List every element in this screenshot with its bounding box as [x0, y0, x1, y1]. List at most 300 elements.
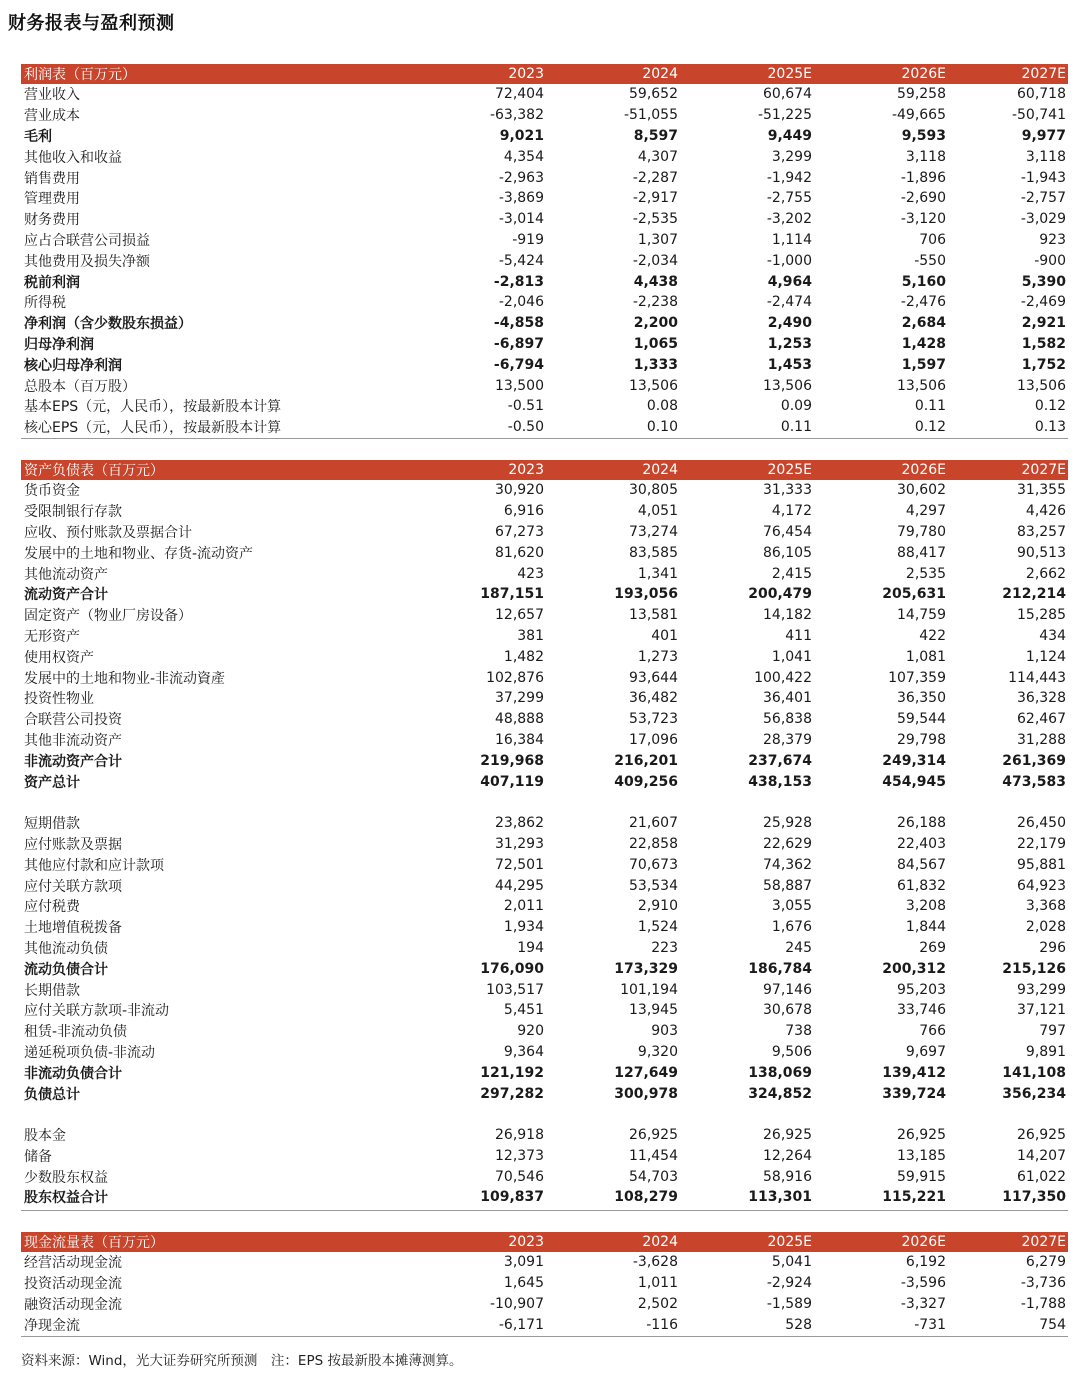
row-value: 22,403: [897, 835, 946, 852]
row-value: 25,928: [763, 815, 812, 832]
row-value: -2,287: [632, 169, 678, 186]
year-header: 2024: [642, 1234, 678, 1250]
table-row: [21, 1252, 1068, 1273]
row-value: 26,925: [763, 1127, 812, 1144]
row-value: 62,467: [1017, 711, 1066, 728]
row-value: 2,910: [637, 898, 678, 915]
row-value: 72,404: [495, 86, 544, 103]
row-value: 2,535: [905, 565, 946, 582]
row-value: 12,373: [495, 1147, 544, 1164]
row-value: 193,056: [614, 586, 678, 603]
row-value: 4,354: [503, 148, 544, 165]
row-value: 0.13: [1034, 419, 1066, 436]
row-value: 3,118: [905, 148, 946, 165]
row-value: 31,293: [495, 835, 544, 852]
row-value: 141,108: [1002, 1064, 1066, 1081]
row-value: 923: [1039, 231, 1066, 248]
row-value: 9,593: [901, 127, 946, 144]
row-label: 融资活动现金流: [24, 1296, 122, 1313]
row-label: 管理费用: [24, 191, 80, 208]
row-value: -1,589: [766, 1295, 812, 1312]
row-value: 109,837: [480, 1189, 544, 1206]
row-value: -3,014: [498, 211, 544, 228]
row-value: 2,200: [633, 315, 678, 332]
table-row: [21, 917, 1068, 938]
table-row: [21, 480, 1068, 501]
row-value: 205,631: [882, 586, 946, 603]
table-row: [21, 292, 1068, 313]
row-value: 1,645: [503, 1275, 544, 1292]
row-value: 93,299: [1017, 981, 1066, 998]
row-value: 216,201: [614, 752, 678, 769]
row-value: 121,192: [480, 1064, 544, 1081]
row-value: 44,295: [495, 877, 544, 894]
row-label: 其他费用及损失净额: [24, 253, 150, 270]
row-value: 9,021: [499, 127, 544, 144]
row-value: 3,118: [1025, 148, 1066, 165]
row-value: -2,757: [1020, 190, 1066, 207]
table-row: [21, 1314, 1068, 1335]
row-value: -2,690: [900, 190, 946, 207]
row-value: 9,320: [637, 1043, 678, 1060]
row-value: -116: [646, 1316, 678, 1333]
row-value: 83,585: [629, 544, 678, 561]
row-value: 0.08: [646, 398, 678, 415]
table-row: [21, 1166, 1068, 1187]
row-value: 9,977: [1021, 127, 1066, 144]
row-value: 60,718: [1017, 86, 1066, 103]
balance-header-row: [21, 460, 1068, 480]
table-row: [21, 1273, 1068, 1294]
row-value: 3,299: [771, 148, 812, 165]
row-label: 其他应付款和应计款项: [24, 857, 164, 874]
row-value: 11,454: [629, 1147, 678, 1164]
row-value: 215,126: [1002, 960, 1066, 977]
row-value: 127,649: [614, 1064, 678, 1081]
row-value: -63,382: [489, 107, 544, 124]
row-value: 54,703: [629, 1168, 678, 1185]
row-value: 2,415: [771, 565, 812, 582]
row-value: -1,943: [1020, 169, 1066, 186]
row-value: 107,359: [888, 669, 946, 686]
row-value: 212,214: [1002, 586, 1066, 603]
row-value: 0.12: [1034, 398, 1066, 415]
year-header: 2027E: [1021, 66, 1066, 82]
row-value: 4,297: [905, 503, 946, 520]
row-label: 应占合联营公司损益: [24, 232, 150, 249]
row-value: 401: [651, 627, 678, 644]
row-value: 1,844: [905, 919, 946, 936]
row-value: 53,534: [629, 877, 678, 894]
row-label: 合联营公司投资: [24, 712, 122, 729]
row-label: 负债总计: [24, 1086, 80, 1103]
year-header: 2025E: [767, 462, 812, 478]
row-value: 21,607: [629, 815, 678, 832]
cashflow-header-row: [21, 1232, 1068, 1252]
row-value: 4,426: [1025, 503, 1066, 520]
row-value: 2,502: [637, 1295, 678, 1312]
row-label: 股本金: [24, 1128, 66, 1145]
row-value: -3,628: [632, 1254, 678, 1271]
row-value: 113,301: [748, 1189, 812, 1206]
row-value: 237,674: [748, 752, 812, 769]
table-row: [21, 1187, 1068, 1208]
row-label: 基本EPS（元，人民币），按最新股本计算: [24, 399, 282, 416]
row-value: 70,673: [629, 856, 678, 873]
row-value: 30,602: [897, 482, 946, 499]
row-value: 920: [517, 1023, 544, 1040]
row-label: 净现金流: [24, 1317, 80, 1334]
row-value: 9,449: [767, 127, 812, 144]
row-label: 递延税项负债-非流动: [24, 1044, 156, 1061]
row-label: 所得税: [24, 295, 66, 312]
year-header: 2023: [508, 66, 544, 82]
row-value: 84,567: [897, 856, 946, 873]
row-value: 9,697: [905, 1043, 946, 1060]
row-value: 200,479: [748, 586, 812, 603]
table-row: [21, 1294, 1068, 1315]
row-value: 434: [1039, 627, 1066, 644]
row-value: 5,160: [901, 273, 946, 290]
row-label: 土地增值税拨备: [24, 920, 122, 937]
row-value: 269: [919, 939, 946, 956]
row-value: 22,179: [1017, 835, 1066, 852]
row-label: 租赁-非流动负债: [24, 1024, 128, 1041]
row-label: 流动资产合计: [24, 587, 108, 604]
row-label: 应收、预付账款及票据合计: [24, 524, 192, 541]
row-value: 13,506: [897, 377, 946, 394]
row-label: 使用权资产: [24, 649, 94, 666]
balance-table-bottom-rule: [21, 1210, 1068, 1211]
row-value: 26,925: [1017, 1127, 1066, 1144]
row-value: 706: [919, 231, 946, 248]
income-statement-table: [21, 64, 1068, 438]
row-value: 0.10: [646, 419, 678, 436]
row-value: -2,034: [632, 252, 678, 269]
row-value: 1,124: [1025, 648, 1066, 665]
row-value: 4,438: [633, 273, 678, 290]
row-value: 31,288: [1017, 731, 1066, 748]
row-label: 财务费用: [24, 212, 80, 229]
row-value: 1,011: [637, 1275, 678, 1292]
row-value: 1,341: [637, 565, 678, 582]
row-label: 其他流动负债: [24, 940, 108, 957]
row-value: 31,333: [763, 482, 812, 499]
income-table-bottom-rule: [21, 438, 1068, 439]
row-value: 23,862: [495, 815, 544, 832]
row-value: 13,945: [629, 1002, 678, 1019]
row-label: 税前利润: [24, 274, 80, 291]
row-value: 26,450: [1017, 815, 1066, 832]
table-row: [21, 875, 1068, 896]
table-row: [21, 167, 1068, 188]
spacer-row: [21, 1104, 1068, 1125]
balance-sheet-table: [21, 460, 1068, 1208]
row-value: 3,055: [771, 898, 812, 915]
spacer-row: [21, 792, 1068, 813]
row-value: 103,517: [486, 981, 544, 998]
row-value: 6,279: [1025, 1254, 1066, 1271]
income-header-row: [21, 64, 1068, 84]
row-value: 1,752: [1021, 356, 1066, 373]
row-value: 13,506: [763, 377, 812, 394]
row-value: 8,597: [633, 127, 678, 144]
table-row: [21, 667, 1068, 688]
row-label: 固定资产（物业厂房设备）: [24, 608, 192, 625]
row-value: 4,172: [771, 503, 812, 520]
row-value: -3,202: [766, 211, 812, 228]
section-title: 利润表（百万元）: [24, 67, 136, 83]
row-label: 净利润（含少数股东损益）: [24, 316, 192, 333]
table-row: [21, 230, 1068, 251]
table-row: [21, 563, 1068, 584]
table-row: [21, 313, 1068, 334]
row-value: 31,355: [1017, 482, 1066, 499]
row-value: 528: [785, 1316, 812, 1333]
row-value: -49,665: [891, 107, 946, 124]
row-label: 发展中的土地和物业、存货-流动资产: [24, 545, 254, 562]
year-header: 2023: [508, 462, 544, 478]
row-value: 108,279: [614, 1189, 678, 1206]
row-label: 受限制银行存款: [24, 504, 122, 521]
row-value: -550: [914, 252, 946, 269]
row-label: 流动负债合计: [24, 961, 108, 978]
row-value: -2,755: [766, 190, 812, 207]
row-value: 411: [785, 627, 812, 644]
row-value: -0.51: [507, 398, 544, 415]
row-value: 61,832: [897, 877, 946, 894]
year-header: 2025E: [767, 66, 812, 82]
row-value: 12,657: [495, 607, 544, 624]
table-row: [21, 834, 1068, 855]
row-label: 应付关联方款项-非流动: [24, 1003, 170, 1020]
row-value: 6,916: [503, 503, 544, 520]
row-value: 438,153: [748, 773, 812, 790]
row-label: 非流动资产合计: [24, 753, 122, 770]
row-value: 79,780: [897, 523, 946, 540]
row-value: -51,055: [623, 107, 678, 124]
row-value: 33,746: [897, 1002, 946, 1019]
row-value: 1,428: [901, 335, 946, 352]
row-label: 应付关联方款项: [24, 878, 122, 895]
table-row: [21, 375, 1068, 396]
row-value: 12,264: [763, 1147, 812, 1164]
row-value: 36,482: [629, 690, 678, 707]
row-value: -51,225: [757, 107, 812, 124]
row-value: -2,476: [900, 294, 946, 311]
row-value: 13,500: [495, 377, 544, 394]
row-value: 14,182: [763, 607, 812, 624]
row-value: 797: [1039, 1023, 1066, 1040]
row-value: 139,412: [882, 1064, 946, 1081]
row-value: 5,451: [503, 1002, 544, 1019]
row-value: 37,299: [495, 690, 544, 707]
row-value: -919: [512, 231, 544, 248]
row-value: 4,964: [767, 273, 812, 290]
row-value: 1,524: [637, 919, 678, 936]
table-row: [21, 896, 1068, 917]
row-label: 货币资金: [24, 483, 80, 500]
row-value: -6,897: [493, 335, 544, 352]
row-value: -4,858: [493, 315, 544, 332]
row-value: 6,192: [905, 1254, 946, 1271]
row-value: 2,490: [767, 315, 812, 332]
row-value: 72,501: [495, 856, 544, 873]
row-label: 长期借款: [24, 982, 80, 999]
row-value: 0.09: [780, 398, 812, 415]
section-title: 资产负债表（百万元）: [24, 463, 164, 479]
row-value: 74,362: [763, 856, 812, 873]
table-row: [21, 354, 1068, 375]
row-value: 1,041: [771, 648, 812, 665]
row-value: 36,328: [1017, 690, 1066, 707]
row-value: 5,041: [771, 1254, 812, 1271]
row-value: 60,674: [763, 86, 812, 103]
row-value: 97,146: [763, 981, 812, 998]
row-value: -3,596: [900, 1275, 946, 1292]
row-value: 407,119: [480, 773, 544, 790]
row-value: 117,350: [1002, 1189, 1066, 1206]
row-value: 3,091: [503, 1254, 544, 1271]
row-value: 58,916: [763, 1168, 812, 1185]
row-value: 102,876: [486, 669, 544, 686]
row-value: -2,963: [498, 169, 544, 186]
row-value: 9,364: [503, 1043, 544, 1060]
row-label: 其他收入和收益: [24, 149, 122, 166]
row-label: 储备: [24, 1148, 52, 1165]
row-value: 339,724: [882, 1085, 946, 1102]
row-value: -3,327: [900, 1295, 946, 1312]
row-label: 无形资产: [24, 628, 80, 645]
row-value: -2,046: [498, 294, 544, 311]
year-header: 2027E: [1021, 462, 1066, 478]
row-label: 核心EPS（元，人民币），按最新股本计算: [24, 420, 282, 437]
row-value: 766: [919, 1023, 946, 1040]
row-value: 83,257: [1017, 523, 1066, 540]
row-value: 261,369: [1002, 752, 1066, 769]
row-value: 381: [517, 627, 544, 644]
table-row: [21, 1021, 1068, 1042]
row-value: 28,379: [763, 731, 812, 748]
row-value: 1,676: [771, 919, 812, 936]
row-value: 1,065: [633, 335, 678, 352]
section-title: 现金流量表（百万元）: [24, 1235, 164, 1251]
row-value: 219,968: [480, 752, 544, 769]
row-value: 95,203: [897, 981, 946, 998]
year-header: 2026E: [901, 66, 946, 82]
row-value: 1,597: [901, 356, 946, 373]
row-value: 90,513: [1017, 544, 1066, 561]
row-value: 81,620: [495, 544, 544, 561]
row-value: 738: [785, 1023, 812, 1040]
row-label: 其他流动资产: [24, 566, 108, 583]
row-label: 其他非流动资产: [24, 732, 122, 749]
table-row: [21, 188, 1068, 209]
row-value: 13,506: [629, 377, 678, 394]
row-value: 4,307: [637, 148, 678, 165]
row-value: 1,114: [771, 231, 812, 248]
row-label: 投资性物业: [24, 691, 94, 708]
row-value: 1,333: [633, 356, 678, 373]
row-value: 22,858: [629, 835, 678, 852]
row-value: 30,920: [495, 482, 544, 499]
year-header: 2024: [642, 462, 678, 478]
table-row: [21, 1062, 1068, 1083]
row-value: 0.11: [780, 419, 812, 436]
row-value: 53,723: [629, 711, 678, 728]
row-value: 173,329: [614, 960, 678, 977]
row-label: 投资活动现金流: [24, 1276, 122, 1293]
row-value: 223: [651, 939, 678, 956]
row-value: -3,736: [1020, 1275, 1066, 1292]
row-value: 26,918: [495, 1127, 544, 1144]
row-value: -1,788: [1020, 1295, 1066, 1312]
row-value: 36,401: [763, 690, 812, 707]
row-value: 1,453: [767, 356, 812, 373]
row-value: -3,029: [1020, 211, 1066, 228]
row-value: -6,794: [493, 356, 544, 373]
row-value: 30,805: [629, 482, 678, 499]
table-row: [21, 1000, 1068, 1021]
row-value: 3,208: [905, 898, 946, 915]
row-value: -900: [1034, 252, 1066, 269]
year-header: 2024: [642, 66, 678, 82]
row-value: 76,454: [763, 523, 812, 540]
row-value: 86,105: [763, 544, 812, 561]
row-value: 22,629: [763, 835, 812, 852]
row-value: 59,915: [897, 1168, 946, 1185]
row-label: 股东权益合计: [24, 1190, 108, 1207]
row-value: 423: [517, 565, 544, 582]
table-row: [21, 688, 1068, 709]
table-row: [21, 126, 1068, 147]
table-row: [21, 542, 1068, 563]
row-value: 1,307: [637, 231, 678, 248]
row-value: 249,314: [882, 752, 946, 769]
row-value: 59,652: [629, 86, 678, 103]
table-row: [21, 105, 1068, 126]
row-value: 1,273: [637, 648, 678, 665]
row-value: -1,942: [766, 169, 812, 186]
table-row: [21, 584, 1068, 605]
row-value: 70,546: [495, 1168, 544, 1185]
row-label: 资产总计: [24, 774, 80, 791]
year-header: 2026E: [901, 462, 946, 478]
table-row: [21, 1083, 1068, 1104]
row-value: -2,813: [493, 273, 544, 290]
cashflow-table-bottom-rule: [21, 1336, 1068, 1337]
row-value: 2,662: [1025, 565, 1066, 582]
row-value: 245: [785, 939, 812, 956]
row-value: 29,798: [897, 731, 946, 748]
row-value: 9,891: [1025, 1043, 1066, 1060]
row-value: 0.11: [914, 398, 946, 415]
row-value: 194: [517, 939, 544, 956]
row-value: 300,978: [614, 1085, 678, 1102]
row-value: 17,096: [629, 731, 678, 748]
row-value: -2,917: [632, 190, 678, 207]
row-value: -2,474: [766, 294, 812, 311]
row-value: 1,934: [503, 919, 544, 936]
row-value: 296: [1039, 939, 1066, 956]
row-value: 37,121: [1017, 1002, 1066, 1019]
row-value: 4,051: [637, 503, 678, 520]
year-header: 2023: [508, 1234, 544, 1250]
source-note: 资料来源：Wind，光大证券研究所预测 注：EPS 按最新股本摊薄测算。: [21, 1353, 463, 1369]
row-value: 64,923: [1017, 877, 1066, 894]
row-value: 186,784: [748, 960, 812, 977]
row-value: 58,887: [763, 877, 812, 894]
